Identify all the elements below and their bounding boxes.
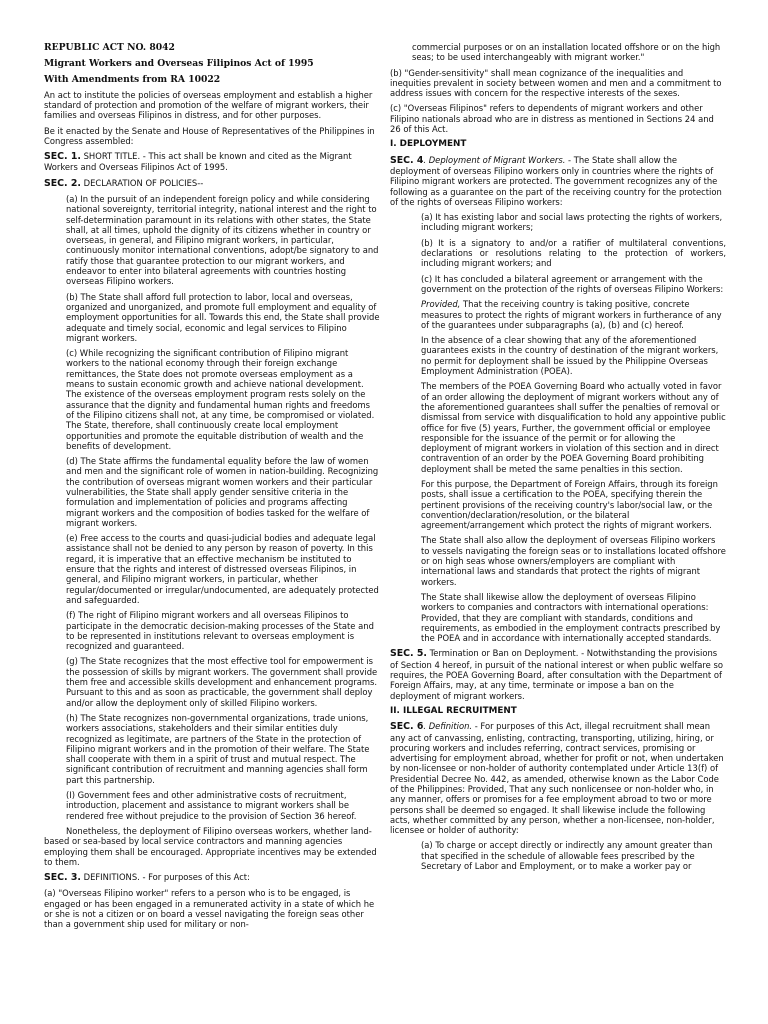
policy-c: (c) While recognizing the significant contribution of Filipino migrant workers to the national economy through their foreign exchange remittances, the State does not promote overseas employment as a means to sustain economic growth and achieve national development. The existence of the overseas employment program rests solely on the assurance that the dignity and fundamental human rights and freedoms of the Filipino citizens shall not, at any time, be compromised or violated. The State, therefore, shall continuously create local employment opportunities and promote the equitable distribution of wealth and the benefits of development. (66, 348, 375, 451)
section-4-label: SEC. 4 (390, 154, 424, 166)
definition-a-continued: commercial purposes or on an installation located offshore or on the high seas; to be used interchangeably with migrant worker." (412, 42, 721, 63)
policy-g: (g) The State recognizes that the most effective tool for empowerment is the possession of skills by migrant workers. The government shall provide them free and accessible skills development and enhancement programs. Pursuant to this and as soon as practicable, the government shall deploy and/or allow the deployment only of skilled Filipino workers. (66, 656, 378, 708)
section-4-title: . Deployment of Migrant Workers. (423, 154, 566, 165)
act-name-title: Migrant Workers and Overseas Filipinos Act of 1995 (44, 58, 314, 70)
section-3-text: DEFINITIONS. - For purposes of this Act: (80, 872, 250, 883)
policy-h: (h) The State recognizes non-governmental organizations, trade unions, workers associations, stakeholders and their similar entities duly recognized as legitimate, are partners of the State in the protection of Filipino migrant workers and in the promotion of their welfare. The State shall cooperate with them in a spirit of trust and mutual respect. The significant contribution of recruitment and manning agencies shall form part this partnership. (66, 712, 370, 785)
section-6 (390, 721, 726, 835)
enactment-clause: Be it enacted by the Senate and House of Representatives of the Philippines in Congress assembled: (44, 125, 375, 146)
guarantee-a: (a) It has existing labor and social laws protecting the rights of workers, including migrant workers; (421, 212, 723, 233)
amendment-title: With Amendments from RA 10022 (44, 74, 221, 86)
dfa-certification-paragraph: For this purpose, the Department of Foreign Affairs, through its foreign posts, shall issue a certification to the POEA, specifying therein the pertinent provisions of the receiving country's labor/social law, or the convention/declaration/resolution, or the bilateral agreement/arrangement which protect the rights of migrant workers. (421, 478, 718, 531)
guarantee-b: (b) It is a signatory to and/or a ratifier of multilateral conventions, declarations or resolutions relating to the protection of workers, including migrant workers; and (421, 237, 726, 269)
sea-deployment-paragraph: The State shall also allow the deployment of overseas Filipino workers to vessels navigating the foreign seas or to installations located offshore or on high seas whose owners/employers are compliant with international laws and standards that protect the rights of migrant workers. (421, 535, 726, 587)
right-column (390, 42, 726, 935)
contractor-deployment-paragraph: The State shall likewise allow the deployment of overseas Filipino workers to companies and contractors with international operations: Provided, that they are compliant with standards, conditions and requirements, as embodied in the employment contracts prescribed by the POEA and in accordance with internationally accepted standards. (421, 591, 721, 644)
provided-word: Provided, (421, 299, 461, 310)
provided-text: That the receiving country is taking positive, concrete measures to protect the rights of migrant workers in furtherance of any of the guarantees under subparagraphs (a), (b) and (c) hereof. (421, 299, 722, 330)
section-1-label: SEC. 1. (44, 151, 81, 163)
section-4 (390, 155, 726, 207)
definition-c: (c) "Overseas Filipinos" refers to dependents of migrant workers and other Filipino nationals abroad who are in distress as mentioned in Sections 24 and 26 of this Act. (390, 103, 714, 135)
heading-deployment: I. DEPLOYMENT (390, 139, 467, 150)
policy-f: (f) The right of Filipino migrant workers and all overseas Filipinos to participate in the democratic decision-making processes of the State and to be represented in institutions relevant to overseas employment is recognized and guaranteed. (66, 610, 374, 652)
section-5 (390, 648, 726, 700)
guarantee-c: (c) It has concluded a bilateral agreement or arrangement with the government on the protection of the rights of overseas Filipino Workers: (421, 273, 724, 294)
policy-e: (e) Free access to the courts and quasi-judicial bodies and adequate legal assistance shall not be denied to any person by reason of poverty. In this regard, it is imperative that an effective mechanism be instituted to ensure that the rights and interest of distressed overseas Filipinos, in general, and Filipino migrant workers, in particular, whether regular/documented or irregular/undocumented, are adequately protected and safeguarded. (66, 533, 379, 605)
policy-a: (a) In the pursuit of an independent foreign policy and while considering national sovereignty, territorial integrity, national interest and the right to self-determination paramount in its relations with other states, the State shall, at all times, uphold the dignity of its citizens whether in country or overseas, in general, and Filipino migrant workers, in particular, continuously monitor international conventions, adopt/be signatory to and ratify those that guarantee protection to our migrant workers, and endeavor to enter into bilateral agreements with countries hosting overseas Filipino workers. (66, 193, 379, 287)
section-1-text: SHORT TITLE. - This act shall be known and cited as the Migrant Workers and Overseas Filipinos Act of 1995. (44, 151, 352, 173)
section-3-label: SEC. 3. (44, 872, 81, 884)
illegal-act-a: (a) To charge or accept directly or indirectly any amount greater than that specified in the schedule of allowable fees prescribed by the Secretary of Labor and Employment, or to make a worker pay or (421, 840, 713, 872)
definition-b: (b) "Gender-sensitivity" shall mean cognizance of the inequalities and inequities prevalent in society between women and men and a commitment to address issues with concern for the respective interests of the sexes. (390, 67, 722, 99)
section-5-label: SEC. 5. (390, 648, 427, 660)
section-6-title: . Definition. (423, 721, 473, 732)
policy-b: (b) The State shall afford full protection to labor, local and overseas, organized and unorganized, and promote full employment and equality of employment opportunities for all. Towards this end, the State shall provide adequate and timely social, economic and legal services to Filipino migrant workers. (66, 291, 380, 343)
section-2-text: DECLARATION OF POLICIES-- (80, 177, 204, 188)
act-number-title: REPUBLIC ACT NO. 8042 (44, 42, 175, 53)
section-3 (44, 872, 380, 883)
policy-i: (I) Government fees and other administrative costs of recruitment, introduction, placement and assistance to migrant workers shall be rendered free without prejudice to the provision of Section 36 hereof. (66, 790, 357, 821)
intro-paragraph: An act to institute the policies of overseas employment and establish a higher standard of protection and promotion of the welfare of migrant workers, their families and overseas Filipinos in distress, and for other purposes. (44, 89, 373, 121)
nonetheless-paragraph: Nonetheless, the deployment of Filipino overseas workers, whether land-based or sea-based by local service contractors and manning agencies employing them shall be encouraged. Appropriate incentives may be extended to them. (44, 825, 377, 867)
section-2 (44, 178, 380, 189)
absence-paragraph: In the absence of a clear showing that any of the aforementioned guarantees exists in the country of destination of the migrant workers, no permit for deployment shall be issued by the Philippine Overseas Employment Administration (POEA). (421, 335, 719, 377)
provided-paragraph (390, 299, 726, 330)
section-1 (44, 151, 380, 173)
section-5-text: Termination or Ban on Deployment. - Notwithstanding the provisions of Section 4 hereof, in pursuit of the national interest or when public welfare so requires, the POEA Governing Board, after consultation with the Department of Foreign Affairs, may, at any time, terminate or impose a ban on the deployment of migrant workers. (390, 648, 723, 701)
section-2-label: SEC. 2. (44, 177, 81, 189)
section-6-label: SEC. 6 (390, 721, 424, 733)
definition-a: (a) "Overseas Filipino worker" refers to a person who is to be engaged, is engaged or has been engaged in a remunerated activity in a state of which he or she is not a citizen or on board a vessel navigating the foreign seas other than a government ship used for military or non- (44, 888, 375, 930)
heading-illegal-recruitment: II. ILLEGAL RECRUITMENT (390, 705, 517, 716)
two-column-layout (44, 42, 728, 935)
section-6-text: - For purposes of this Act, illegal recruitment shall mean any act of canvassing, enlisting, contracting, transporting, utilizing, hiring, or procuring workers and includes referring, contract services, promising or advertising for employment abroad, whether for profit or not, when undertaken by non-licensee or non-holder of authority contemplated under Article 13(f) of Presidential Decree No. 442, as amended, otherwise known as the Labor Code of the Philippines: Provided, That any such nonlicensee or non-holder who, in any manner, offers or promises for a fee employment abroad to two or more persons shall be deemed so engaged. It shall likewise include the following acts, whether committed by any person, whether a non-licensee, non-holder, licensee or holder of authority: (390, 721, 724, 836)
governing-board-paragraph: The members of the POEA Governing Board who actually voted in favor of an order allowing the deployment of migrant workers without any of the aforementioned guarantees shall suffer the penalties of removal or dismissal from service with disqualification to hold any appointive public office for five (5) years, Further, the government official or employee responsible for the issuance of the permit or for allowing the deployment of migrant workers in violation of this section and in direct contravention of an order by the POEA Governing Board prohibiting deployment shall be meted the same penalties in this section. (421, 381, 726, 474)
section-4-text: - The State shall allow the deployment of overseas Filipino workers only in countries where the rights of Filipino migrant workers are protected. The government recognizes any of the following as a guarantee on the part of the receiving country for the protection of the rights of overseas Filipino workers: (390, 154, 722, 207)
policy-d: (d) The State affirms the fundamental equality before the law of women and men and the significant role of women in nation-building. Recognizing the contribution of overseas migrant women workers and their particular vulnerabilities, the State shall apply gender sensitive criteria in the formulation and implementation of policies and programs affecting migrant workers and the composition of bodies tasked for the welfare of migrant workers. (66, 456, 379, 528)
left-column (44, 42, 380, 935)
